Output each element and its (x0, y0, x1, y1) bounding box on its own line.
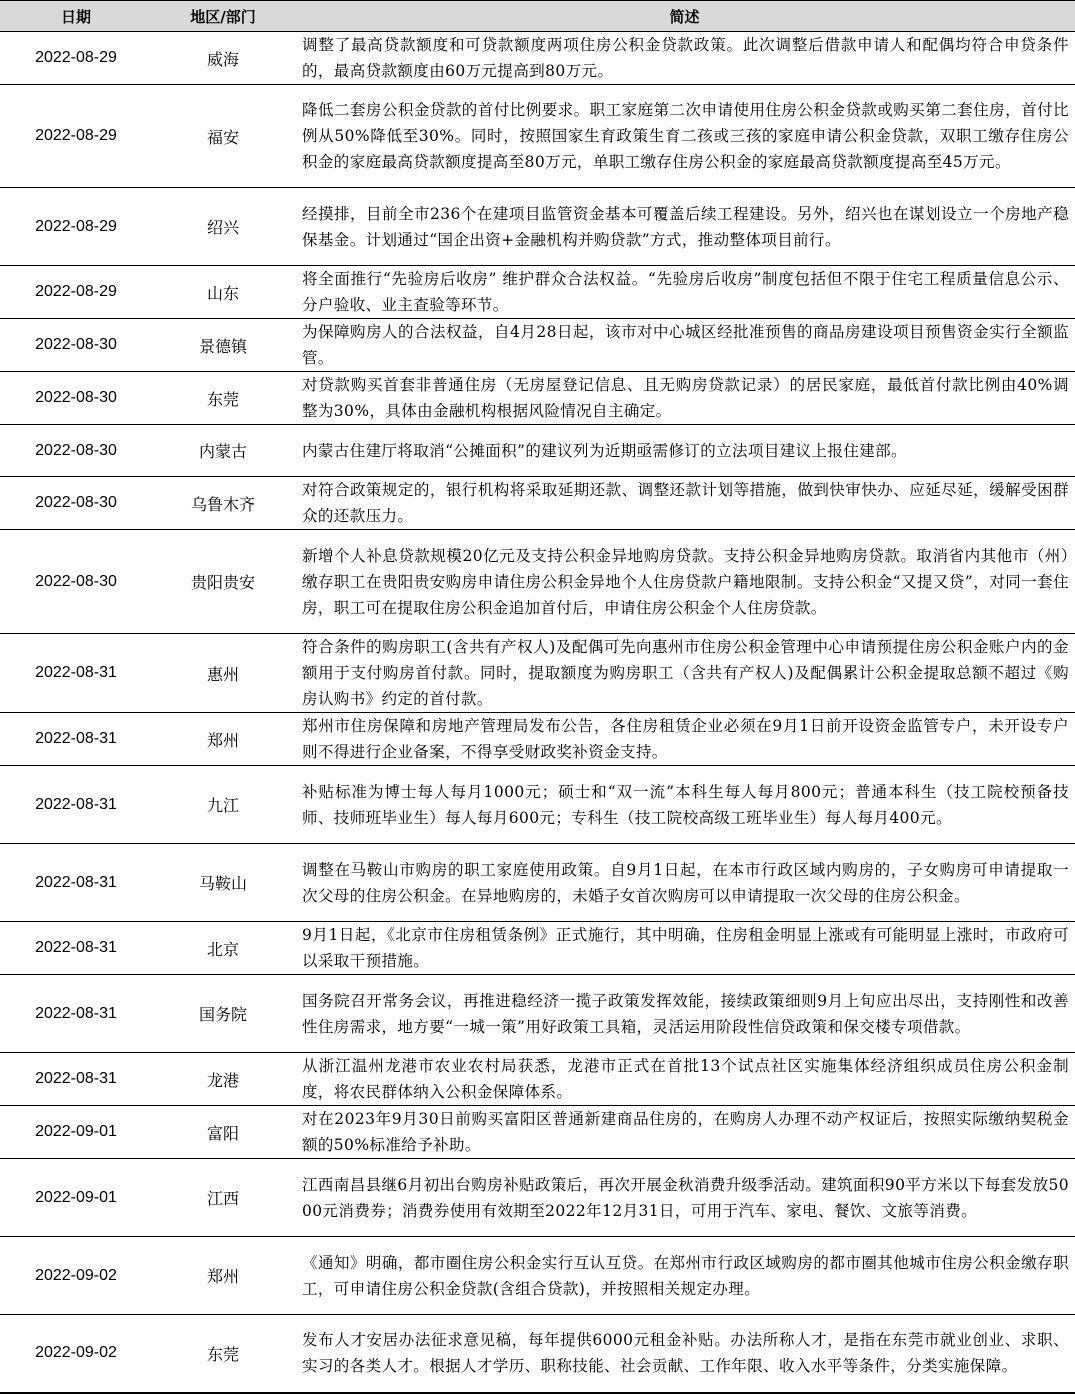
date-cell: 2022-08-30 (0, 477, 152, 530)
region-cell: 惠州 (152, 634, 294, 713)
table-row (0, 713, 1075, 766)
table-row (0, 266, 1075, 319)
description-cell: 补贴标准为博士每人每月1000元；硕士和“双一流”本科生每人每月800元；普通本科生（技工院校预备技师、技师班毕业生）每人每月600元；专科生（技工院校高级工班毕业生）每人每月400元。 (294, 766, 1075, 844)
region-cell: 北京 (152, 922, 294, 975)
table-row (0, 477, 1075, 530)
description-cell: 9月1日起，《北京市住房租赁条例》正式施行，其中明确，住房租金明显上涨或有可能明显上涨时，市政府可以采取干预措施。 (294, 922, 1075, 975)
date-cell: 2022-09-01 (0, 1159, 152, 1237)
region-cell: 绍兴 (152, 188, 294, 266)
region-cell: 龙港 (152, 1053, 294, 1106)
description-cell: 降低二套房公积金贷款的首付比例要求。职工家庭第二次申请使用住房公积金贷款或购买第二套住房，首付比例从50%降低至30%。同时，按照国家生育政策生育二孩或三孩的家庭申请公积金贷款，双职工缴存住房公积金的家庭最高贷款额度提高至80万元，单职工缴存住房公积金的家庭最高贷款额度提高至45万元。 (294, 85, 1075, 188)
table-row (0, 1106, 1075, 1159)
region-cell: 九江 (152, 766, 294, 844)
date-cell: 2022-08-31 (0, 766, 152, 844)
date-cell: 2022-08-29 (0, 32, 152, 85)
date-cell: 2022-08-31 (0, 922, 152, 975)
description-cell: 内蒙古住建厅将取消“公摊面积”的建议列为近期亟需修订的立法项目建议上报住建部。 (294, 425, 1075, 477)
description-cell: 对符合政策规定的，银行机构将采取延期还款、调整还款计划等措施，做到快审快办、应延尽延，缓解受困群众的还款压力。 (294, 477, 1075, 530)
date-cell: 2022-08-29 (0, 188, 152, 266)
description-cell: 从浙江温州龙港市农业农村局获悉，龙港市正式在首批13个试点社区实施集体经济组织成员住房公积金制度，将农民群体纳入公积金保障体系。 (294, 1053, 1075, 1106)
table-row (0, 530, 1075, 634)
region-cell: 郑州 (152, 713, 294, 766)
table-row (0, 1237, 1075, 1315)
region-cell: 富阳 (152, 1106, 294, 1159)
description-cell: 将全面推行“先验房后收房” 维护群众合法权益。“先验房后收房”制度包括但不限于住宅工程质量信息公示、分户验收、业主查验等环节。 (294, 266, 1075, 319)
description-cell: 郑州市住房保障和房地产管理局发布公告，各住房租赁企业必须在9月1日前开设资金监管专户，未开设专户则不得进行企业备案，不得享受财政奖补资金支持。 (294, 713, 1075, 766)
region-cell: 马鞍山 (152, 844, 294, 922)
date-cell: 2022-09-02 (0, 1315, 152, 1393)
description-cell: 经摸排，目前全市236个在建项目监管资金基本可覆盖后续工程建设。另外，绍兴也在谋划设立一个房地产稳保基金。计划通过“国企出资+金融机构并购贷款”方式，推动整体项目前行。 (294, 188, 1075, 266)
date-cell: 2022-08-31 (0, 844, 152, 922)
region-cell: 江西 (152, 1159, 294, 1237)
date-cell: 2022-08-31 (0, 634, 152, 713)
description-cell: 调整在马鞍山市购房的职工家庭使用政策。自9月1日起，在本市行政区域内购房的，子女购房可申请提取一次父母的住房公积金。在异地购房的，未婚子女首次购房可以申请提取一次父母的住房公积金。 (294, 844, 1075, 922)
date-cell: 2022-08-30 (0, 530, 152, 634)
column-header-region: 地区/部门 (152, 1, 294, 32)
table-row (0, 766, 1075, 844)
region-cell: 乌鲁木齐 (152, 477, 294, 530)
description-cell: 对贷款购买首套非普通住房（无房屋登记信息、且无购房贷款记录）的居民家庭，最低首付款比例由40%调整为30%，具体由金融机构根据风险情况自主确定。 (294, 372, 1075, 425)
description-cell: 对在2023年9月30日前购买富阳区普通新建商品住房的，在购房人办理不动产权证后，按照实际缴纳契税金额的50%标准给予补助。 (294, 1106, 1075, 1159)
region-cell: 东莞 (152, 1315, 294, 1393)
date-cell: 2022-08-30 (0, 372, 152, 425)
table-row (0, 319, 1075, 372)
table-row (0, 85, 1075, 188)
description-cell: 新增个人补息贷款规模20亿元及支持公积金异地购房贷款。支持公积金异地购房贷款。取消省内其他市（州）缴存职工在贵阳贵安购房申请住房公积金异地个人住房贷款户籍地限制。支持公积金“又提又贷”，对同一套住房，职工可在提取住房公积金追加首付后，申请住房公积金个人住房贷款。 (294, 530, 1075, 634)
date-cell: 2022-08-31 (0, 1053, 152, 1106)
table-header-row (0, 1, 1075, 32)
description-cell: 江西南昌县继6月初出台购房补贴政策后，再次开展金秋消费升级季活动。建筑面积90平方米以下每套发放5000元消费券；消费券使用有效期至2022年12月31日，可用于汽车、家电、餐饮、文旅等消费。 (294, 1159, 1075, 1237)
region-cell: 贵阳贵安 (152, 530, 294, 634)
region-cell: 国务院 (152, 975, 294, 1053)
description-cell: 为保障购房人的合法权益，自4月28日起，该市对中心城区经批准预售的商品房建设项目预售资金实行全额监管。 (294, 319, 1075, 372)
date-cell: 2022-09-02 (0, 1237, 152, 1315)
description-cell: 国务院召开常务会议，再推进稳经济一揽子政策发挥效能，接续政策细则9月上旬应出尽出，支持刚性和改善性住房需求，地方要“一城一策”用好政策工具箱，灵活运用阶段性信贷政策和保交楼专项借款。 (294, 975, 1075, 1053)
description-cell: 发布人才安居办法征求意见稿，每年提供6000元租金补贴。办法所称人才，是指在东莞市就业创业、求职、实习的各类人才。根据人才学历、职称技能、社会贡献、工作年限、收入水平等条件，分类实施保障。 (294, 1315, 1075, 1393)
table-row (0, 188, 1075, 266)
table-row (0, 975, 1075, 1053)
region-cell: 东莞 (152, 372, 294, 425)
table-row (0, 372, 1075, 425)
table-row (0, 844, 1075, 922)
region-cell: 内蒙古 (152, 425, 294, 477)
date-cell: 2022-09-01 (0, 1106, 152, 1159)
column-header-date: 日期 (0, 1, 152, 32)
date-cell: 2022-08-31 (0, 975, 152, 1053)
region-cell: 威海 (152, 32, 294, 85)
table-row (0, 1053, 1075, 1106)
region-cell: 郑州 (152, 1237, 294, 1315)
date-cell: 2022-08-30 (0, 425, 152, 477)
description-cell: 符合条件的购房职工(含共有产权人)及配偶可先向惠州市住房公积金管理中心申请预提住房公积金账户内的金额用于支付购房首付款。同时，提取额度为购房职工（含共有产权人)及配偶累计公积金提取总额不超过《购房认购书》约定的首付款。 (294, 634, 1075, 713)
table-row (0, 634, 1075, 713)
region-cell: 山东 (152, 266, 294, 319)
table-row (0, 32, 1075, 85)
column-header-desc: 简述 (294, 1, 1075, 32)
description-cell: 调整了最高贷款额度和可贷款额度两项住房公积金贷款政策。此次调整后借款申请人和配偶均符合申贷条件的，最高贷款额度由60万元提高到80万元。 (294, 32, 1075, 85)
table-row (0, 1159, 1075, 1237)
description-cell: 《通知》明确，都市圈住房公积金实行互认互贷。在郑州市行政区域购房的都市圈其他城市住房公积金缴存职工，可申请住房公积金贷款(含组合贷款)，并按照相关规定办理。 (294, 1237, 1075, 1315)
table-row (0, 1315, 1075, 1393)
table-row (0, 922, 1075, 975)
region-cell: 福安 (152, 85, 294, 188)
date-cell: 2022-08-29 (0, 85, 152, 188)
date-cell: 2022-08-29 (0, 266, 152, 319)
date-cell: 2022-08-30 (0, 319, 152, 372)
table-row (0, 425, 1075, 477)
region-cell: 景德镇 (152, 319, 294, 372)
date-cell: 2022-08-31 (0, 713, 152, 766)
